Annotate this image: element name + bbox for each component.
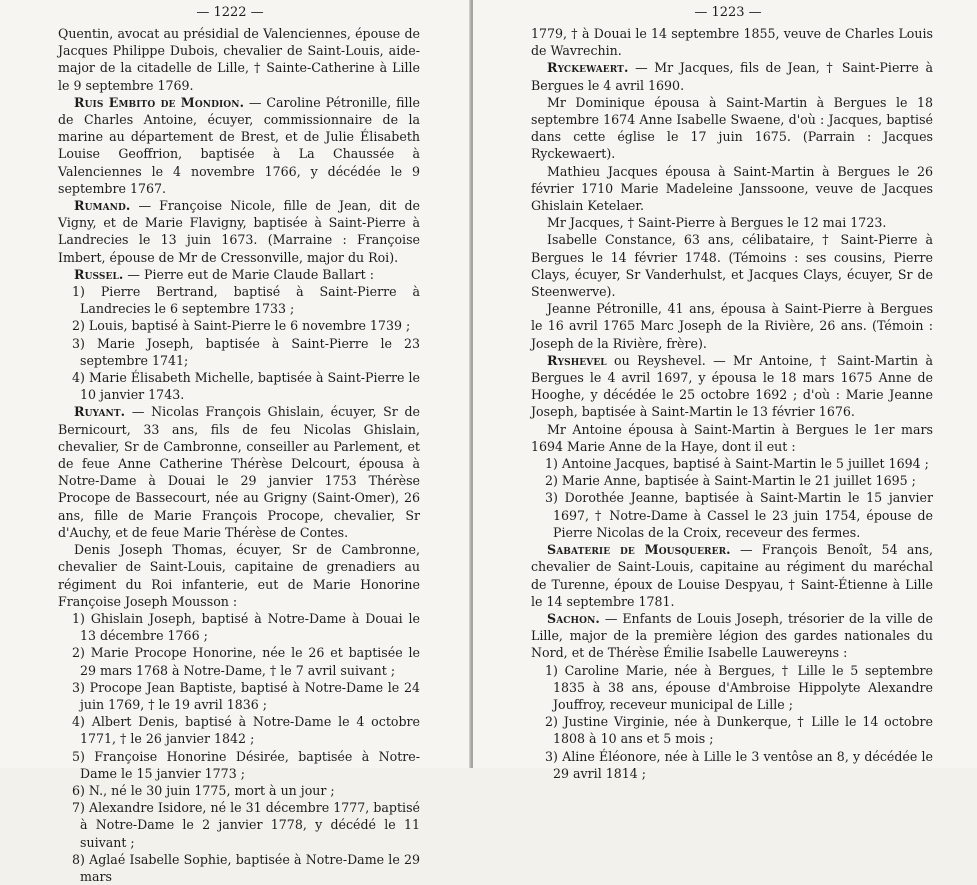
entry-paragraph	[531, 352, 933, 421]
paragraph-text: 1) Pierre Bertrand, baptisé à Saint-Pierre à Landrecies le 6 septembre 1733 ;	[72, 284, 420, 317]
paragraph-text: 2) Marie Anne, baptisée à Saint-Martin le 21 juillet 1695 ;	[545, 473, 916, 489]
page-text	[531, 25, 933, 782]
paragraph-text: 8) Aglaé Isabelle Sophie, baptisée à Notre-Dame le 29 mars	[72, 851, 420, 884]
text-paragraph	[58, 679, 420, 713]
paragraph-text: 3) Aline Éléonore, née à Lille le 3 ventôse an 8, y décédée le 29 avril 1814 ;	[545, 748, 933, 781]
paragraph-text: 1779, † à Douai le 14 septembre 1855, veuve de Charles Louis de Wavrechin.	[531, 26, 933, 59]
text-paragraph	[58, 748, 420, 782]
text-paragraph	[531, 214, 933, 231]
entry-heading: Ruis Embito de Mondion.	[74, 94, 245, 110]
paragraph-text: — Pierre eut de Marie Claude Ballart :	[123, 266, 374, 282]
page-number: — 1222 —	[196, 5, 264, 20]
paragraph-text: — Caroline Pétronille, fille de Charles Antoine, écuyer, commissionnaire de la marine au département de Brest, et de Julie Élisabeth Louise Geoffrion, baptisée à La Chaussée à Valenciennes le 4 novembre 1766, y décédée le 9 septembre 1767.	[58, 94, 420, 196]
text-paragraph	[58, 541, 420, 610]
entry-paragraph	[531, 610, 933, 662]
paragraph-text: 1) Caroline Marie, née à Bergues, † Lille le 5 septembre 1835 à 38 ans, épouse d'Ambroise Hippolyte Alexandre Jouffroy, receveur municipal de Lille ;	[545, 662, 933, 712]
paragraph-text: — Mr Jacques, fils de Jean, † Saint-Pierre à Bergues le 4 avril 1690.	[531, 60, 933, 93]
paragraph-text: 5) Françoise Honorine Désirée, baptisée à Notre-Dame le 15 janvier 1773 ;	[72, 748, 420, 781]
entry-heading: Sabaterie de Mousquerer.	[547, 542, 731, 558]
paragraph-text: Quentin, avocat au présidial de Valenciennes, épouse de Jacques Philippe Dubois, chevalier de Saint-Louis, aide-major de la citadelle de Lille, † Sainte-Catherine à Lille le 9 septembre 1769.	[58, 26, 420, 93]
text-paragraph	[531, 300, 933, 352]
text-paragraph	[531, 163, 933, 215]
paragraph-text: Jeanne Pétronille, 41 ans, épousa à Saint-Pierre à Bergues le 16 avril 1765 Marc Joseph de la Rivière, 26 ans. (Témoin : Joseph de la Rivière, frère).	[531, 301, 933, 351]
text-paragraph	[58, 317, 420, 334]
text-paragraph	[531, 662, 933, 714]
paragraph-text: Mathieu Jacques épousa à Saint-Martin à Bergues le 26 février 1710 Marie Madeleine Janssoone, veuve de Jacques Ghislain Ketelaer.	[531, 163, 933, 214]
entry-heading: Rumand.	[74, 198, 131, 214]
paragraph-text: ou Reyshevel. — Mr Antoine, † Saint-Martin à Bergues le 4 avril 1697, y épousa le 18 mars 1675 Anne de Hooghe, y décédée le 25 octobre 1692 ; d'où : Marie Jeanne Joseph, baptisée à Saint-Martin le 13 février 1676.	[531, 352, 933, 420]
page-number: — 1223 —	[694, 5, 762, 20]
paragraph-text: 4) Albert Denis, baptisé à Notre-Dame le 4 octobre 1771, † le 26 janvier 1842 ;	[72, 714, 420, 747]
text-paragraph	[531, 713, 933, 747]
entry-heading: Ryckewaert.	[547, 60, 629, 76]
paragraph-text: 4) Marie Élisabeth Michelle, baptisée à Saint-Pierre le 10 janvier 1743.	[72, 370, 420, 403]
paragraph-text: Mr Dominique épousa à Saint-Martin à Bergues le 18 septembre 1674 Anne Isabelle Swaene, d'où : Jacques, baptisé dans cette église le 17 juin 1675. (Parrain : Jacques Ryckewaert).	[531, 94, 933, 162]
entry-paragraph	[58, 94, 420, 197]
entry-paragraph	[58, 266, 420, 283]
entry-paragraph	[531, 59, 933, 93]
text-paragraph	[58, 283, 420, 317]
text-paragraph	[58, 799, 420, 851]
text-paragraph	[531, 472, 933, 489]
text-paragraph	[531, 489, 933, 541]
text-paragraph	[58, 644, 420, 678]
entry-paragraph	[58, 403, 420, 541]
text-paragraph	[531, 455, 933, 472]
paragraph-text: Isabelle Constance, 63 ans, célibataire, † Saint-Pierre à Bergues le 14 février 1748. (Témoins : ses cousins, Pierre Clays, écuyer, Sr Vanderhulst, et Jacques Clays, écuyer, Sr de Steenwerve).	[531, 232, 933, 300]
paragraph-text: 1) Ghislain Joseph, baptisé à Notre-Dame à Douai le 13 décembre 1766 ;	[72, 610, 420, 644]
entry-paragraph	[531, 541, 933, 610]
paragraph-text: — Nicolas François Ghislain, écuyer, Sr de Bernicourt, 33 ans, fils de feu Nicolas Ghislain, chevalier, Sr de Cambronne, conseiller au Parlement, et de feue Anne Catherine Thérèse Delcourt, épousa à Notre-Dame à Douai le 29 janvier 1753 Thérèse Procope de Bassecourt, née au Grigny (Saint-Omer), 26 ans, fille de Marie François Procope, chevalier, Sr d'Auchy, et de feue Marie Thérèse de Contes.	[58, 404, 420, 540]
text-paragraph	[531, 94, 933, 163]
text-paragraph	[58, 335, 420, 369]
entry-heading: Russel.	[74, 266, 124, 282]
text-paragraph	[58, 25, 420, 94]
text-paragraph	[531, 421, 933, 455]
paragraph-text: — François Benoît, 54 ans, chevalier de Saint-Louis, capitaine au régiment du maréchal de Turenne, époux de Louise Despyau, † Saint-Étienne à Lille le 14 septembre 1781.	[531, 542, 934, 609]
entry-heading: Sachon.	[547, 610, 600, 626]
paragraph-text: 3) Procope Jean Baptiste, baptisé à Notre-Dame le 24 juin 1769, † le 19 avril 1836 ;	[72, 679, 420, 712]
text-paragraph	[531, 748, 933, 782]
text-paragraph	[58, 851, 420, 885]
entry-heading: Ryshevel	[547, 352, 607, 368]
right-page	[473, 0, 977, 781]
entry-paragraph	[58, 197, 420, 266]
paragraph-text: 3) Marie Joseph, baptisée à Saint-Pierre le 23 septembre 1741;	[72, 335, 420, 368]
paragraph-text: — Françoise Nicole, fille de Jean, dit de Vigny, et de Marie Flavigny, baptisée à Saint-Pierre à Landrecies le 13 juin 1673. (Marraine : Françoise Imbert, épouse de Mr de Cressonville, major du Roi).	[58, 198, 420, 265]
left-page	[0, 0, 470, 884]
paragraph-text: Mr Jacques, † Saint-Pierre à Bergues le 12 mai 1723.	[547, 215, 887, 231]
paragraph-text: 7) Alexandre Isidore, né le 31 décembre 1777, baptisé à Notre-Dame le 2 janvier 1778, y décédé le 11 suivant ;	[72, 800, 420, 850]
paragraph-text: 2) Marie Procope Honorine, née le 26 et baptisée le 29 mars 1768 à Notre-Dame, † le 7 avril suivant ;	[72, 645, 420, 678]
paragraph-text: 3) Dorothée Jeanne, baptisée à Saint-Martin le 15 janvier 1697, † Notre-Dame à Cassel le 23 juin 1754, épouse de Pierre Nicolas de la Croix, receveur des fermes.	[545, 490, 933, 540]
text-paragraph	[531, 231, 933, 300]
paragraph-text: 1) Antoine Jacques, baptisé à Saint-Martin le 5 juillet 1694 ;	[545, 456, 929, 472]
text-paragraph	[58, 782, 420, 799]
paragraph-text: Denis Joseph Thomas, écuyer, Sr de Cambronne, chevalier de Saint-Louis, capitaine de grenadiers au régiment du Roi infanterie, eut de Marie Honorine Françoise Joseph Mousson :	[58, 542, 420, 609]
entry-heading: Ruyant.	[74, 404, 126, 420]
text-paragraph	[58, 610, 420, 644]
paragraph-text: Mr Antoine épousa à Saint-Martin à Bergues le 1er mars 1694 Marie Anne de la Haye, dont il eut :	[531, 421, 933, 454]
text-paragraph	[58, 369, 420, 403]
paragraph-text: 2) Louis, baptisé à Saint-Pierre le 6 novembre 1739 ;	[72, 318, 411, 334]
text-paragraph	[58, 713, 420, 747]
paragraph-text: — Enfants de Louis Joseph, trésorier de la ville de Lille, major de la première légion des gardes nationales du Nord, et de Thérèse Émilie Isabelle Lauwereyns :	[531, 610, 933, 661]
paragraph-text: 2) Justine Virginie, née à Dunkerque, † Lille le 14 octobre 1808 à 10 ans et 5 mois ;	[545, 714, 933, 747]
text-paragraph	[531, 25, 933, 59]
page-text	[58, 25, 420, 885]
paragraph-text: 6) N., né le 30 juin 1775, mort à un jour ;	[72, 782, 335, 798]
